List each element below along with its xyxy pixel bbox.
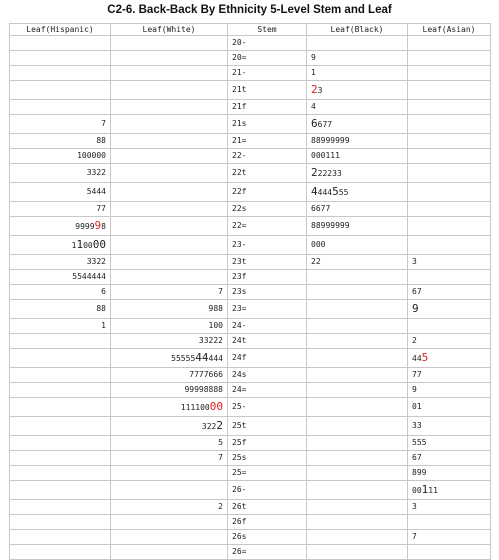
leaf-cell-black xyxy=(307,368,408,383)
leaf-cell-hispanic xyxy=(10,451,111,466)
leaf-cell-white xyxy=(111,202,228,217)
page-title: C2-6. Back-Back By Ethnicity 5-Level Stem and Leaf xyxy=(107,4,392,16)
leaf-cell-hispanic: 88 xyxy=(10,134,111,149)
header-stem: Stem xyxy=(228,24,307,36)
stem-cell: 24- xyxy=(228,319,307,334)
header-hispanic: Leaf(Hispanic) xyxy=(10,24,111,36)
header-row xyxy=(10,24,491,36)
leaf-cell-hispanic xyxy=(10,545,111,560)
stem-cell: 22t xyxy=(228,164,307,183)
stem-cell: 24t xyxy=(228,334,307,349)
leaf-cell-white: 7 xyxy=(111,451,228,466)
leaf-cell-black xyxy=(307,285,408,300)
table-row xyxy=(10,334,491,349)
table-row xyxy=(10,530,491,545)
leaf-cell-white: 5 xyxy=(111,436,228,451)
leaf-cell-white: 3222 xyxy=(111,417,228,436)
stem-cell: 23= xyxy=(228,300,307,319)
stem-cell: 24f xyxy=(228,349,307,368)
leaf-cell-asian xyxy=(408,66,491,81)
leaf-cell-black: 6677 xyxy=(307,115,408,134)
table-row xyxy=(10,149,491,164)
leaf-cell-white: 11110000 xyxy=(111,398,228,417)
leaf-cell-hispanic: 1 xyxy=(10,319,111,334)
leaf-cell-black xyxy=(307,451,408,466)
leaf-cell-black xyxy=(307,436,408,451)
leaf-cell-black xyxy=(307,417,408,436)
table-row xyxy=(10,383,491,398)
table-row xyxy=(10,115,491,134)
table-row xyxy=(10,183,491,202)
leaf-cell-black: 4 xyxy=(307,100,408,115)
header-white: Leaf(White) xyxy=(111,24,228,36)
leaf-cell-asian: 67 xyxy=(408,285,491,300)
leaf-cell-black: 000111 xyxy=(307,149,408,164)
leaf-cell-asian xyxy=(408,545,491,560)
leaf-cell-black xyxy=(307,466,408,481)
stem-cell: 22f xyxy=(228,183,307,202)
stem-cell: 26= xyxy=(228,545,307,560)
table-row xyxy=(10,202,491,217)
table-row xyxy=(10,349,491,368)
leaf-cell-hispanic: 110000 xyxy=(10,236,111,255)
leaf-cell-hispanic xyxy=(10,81,111,100)
leaf-cell-black: 23 xyxy=(307,81,408,100)
leaf-cell-hispanic xyxy=(10,436,111,451)
leaf-cell-black xyxy=(307,319,408,334)
leaf-cell-asian: 77 xyxy=(408,368,491,383)
stem-cell: 22= xyxy=(228,217,307,236)
leaf-cell-hispanic: 3322 xyxy=(10,255,111,270)
leaf-cell-asian xyxy=(408,100,491,115)
stem-cell: 25t xyxy=(228,417,307,436)
leaf-cell-white: 5555544444 xyxy=(111,349,228,368)
leaf-cell-hispanic xyxy=(10,515,111,530)
header-asian: Leaf(Asian) xyxy=(408,24,491,36)
leaf-cell-asian: 3 xyxy=(408,500,491,515)
stem-cell: 26- xyxy=(228,481,307,500)
leaf-cell-black: 88999999 xyxy=(307,217,408,236)
table-row xyxy=(10,368,491,383)
leaf-cell-white xyxy=(111,515,228,530)
stem-cell: 26t xyxy=(228,500,307,515)
stem-cell: 21s xyxy=(228,115,307,134)
leaf-cell-asian xyxy=(408,36,491,51)
leaf-cell-white xyxy=(111,115,228,134)
stem-cell: 25- xyxy=(228,398,307,417)
leaf-cell-black xyxy=(307,349,408,368)
table-row xyxy=(10,236,491,255)
stem-cell: 25s xyxy=(228,451,307,466)
leaf-cell-hispanic: 88 xyxy=(10,300,111,319)
table-row xyxy=(10,66,491,81)
leaf-cell-asian: 9 xyxy=(408,383,491,398)
leaf-cell-black xyxy=(307,383,408,398)
leaf-cell-black xyxy=(307,300,408,319)
leaf-cell-asian: 33 xyxy=(408,417,491,436)
table-row xyxy=(10,100,491,115)
leaf-cell-hispanic xyxy=(10,417,111,436)
table-row xyxy=(10,81,491,100)
leaf-cell-black xyxy=(307,481,408,500)
leaf-cell-white xyxy=(111,36,228,51)
leaf-cell-asian: 01 xyxy=(408,398,491,417)
stem-cell: 23t xyxy=(228,255,307,270)
leaf-cell-white xyxy=(111,217,228,236)
leaf-cell-asian xyxy=(408,236,491,255)
leaf-cell-asian: 445 xyxy=(408,349,491,368)
leaf-cell-asian xyxy=(408,319,491,334)
table-row xyxy=(10,217,491,236)
leaf-cell-white: 7 xyxy=(111,285,228,300)
leaf-cell-asian xyxy=(408,515,491,530)
leaf-cell-hispanic xyxy=(10,100,111,115)
stem-cell: 21= xyxy=(228,134,307,149)
stem-leaf-table xyxy=(9,23,491,560)
leaf-cell-black: 000 xyxy=(307,236,408,255)
leaf-cell-hispanic: 5544444 xyxy=(10,270,111,285)
table-row xyxy=(10,270,491,285)
leaf-cell-white xyxy=(111,66,228,81)
leaf-cell-hispanic xyxy=(10,530,111,545)
leaf-cell-white xyxy=(111,100,228,115)
leaf-cell-hispanic: 5444 xyxy=(10,183,111,202)
leaf-cell-asian xyxy=(408,183,491,202)
leaf-cell-white: 99998888 xyxy=(111,383,228,398)
table-row xyxy=(10,300,491,319)
leaf-cell-white xyxy=(111,545,228,560)
table-row xyxy=(10,500,491,515)
leaf-cell-black xyxy=(307,36,408,51)
stem-cell: 25= xyxy=(228,466,307,481)
leaf-cell-black xyxy=(307,334,408,349)
table-row xyxy=(10,451,491,466)
leaf-cell-white xyxy=(111,530,228,545)
leaf-cell-white: 988 xyxy=(111,300,228,319)
leaf-cell-hispanic xyxy=(10,466,111,481)
stem-cell: 21f xyxy=(228,100,307,115)
leaf-cell-asian: 7 xyxy=(408,530,491,545)
leaf-cell-white xyxy=(111,236,228,255)
stem-cell: 20- xyxy=(228,36,307,51)
table-row xyxy=(10,164,491,183)
leaf-cell-white xyxy=(111,481,228,500)
table-row xyxy=(10,319,491,334)
stem-cell: 25f xyxy=(228,436,307,451)
leaf-cell-hispanic: 100000 xyxy=(10,149,111,164)
leaf-cell-black: 6677 xyxy=(307,202,408,217)
leaf-cell-black xyxy=(307,270,408,285)
leaf-cell-hispanic xyxy=(10,383,111,398)
table-row xyxy=(10,36,491,51)
leaf-cell-white: 100 xyxy=(111,319,228,334)
stem-cell: 24s xyxy=(228,368,307,383)
leaf-cell-hispanic xyxy=(10,368,111,383)
leaf-cell-hispanic xyxy=(10,349,111,368)
leaf-cell-hispanic xyxy=(10,36,111,51)
leaf-cell-white xyxy=(111,81,228,100)
leaf-cell-hispanic: 999998 xyxy=(10,217,111,236)
leaf-cell-hispanic: 7 xyxy=(10,115,111,134)
leaf-cell-white: 2 xyxy=(111,500,228,515)
stem-cell: 26s xyxy=(228,530,307,545)
leaf-cell-black: 222233 xyxy=(307,164,408,183)
leaf-cell-hispanic xyxy=(10,481,111,500)
leaf-cell-hispanic: 77 xyxy=(10,202,111,217)
leaf-cell-white xyxy=(111,164,228,183)
leaf-cell-black xyxy=(307,515,408,530)
leaf-cell-black: 88999999 xyxy=(307,134,408,149)
leaf-cell-white xyxy=(111,149,228,164)
leaf-cell-black xyxy=(307,530,408,545)
leaf-cell-white xyxy=(111,270,228,285)
stem-cell: 21t xyxy=(228,81,307,100)
leaf-cell-hispanic xyxy=(10,66,111,81)
leaf-cell-asian xyxy=(408,149,491,164)
leaf-cell-white xyxy=(111,255,228,270)
table-row xyxy=(10,466,491,481)
table-row xyxy=(10,285,491,300)
leaf-cell-black: 9 xyxy=(307,51,408,66)
stem-cell: 23- xyxy=(228,236,307,255)
leaf-cell-hispanic xyxy=(10,398,111,417)
stem-cell: 20= xyxy=(228,51,307,66)
leaf-cell-black xyxy=(307,545,408,560)
leaf-cell-asian: 9 xyxy=(408,300,491,319)
leaf-cell-black xyxy=(307,398,408,417)
leaf-cell-white xyxy=(111,466,228,481)
leaf-cell-hispanic: 3322 xyxy=(10,164,111,183)
table-row xyxy=(10,51,491,66)
leaf-cell-asian: 67 xyxy=(408,451,491,466)
leaf-cell-asian: 555 xyxy=(408,436,491,451)
stem-cell: 26f xyxy=(228,515,307,530)
leaf-cell-asian xyxy=(408,217,491,236)
table-row xyxy=(10,481,491,500)
stem-cell: 22- xyxy=(228,149,307,164)
leaf-cell-asian xyxy=(408,134,491,149)
table-row xyxy=(10,255,491,270)
leaf-cell-asian: 00111 xyxy=(408,481,491,500)
stem-cell: 21- xyxy=(228,66,307,81)
leaf-cell-white xyxy=(111,51,228,66)
leaf-cell-black: 22 xyxy=(307,255,408,270)
leaf-cell-hispanic xyxy=(10,334,111,349)
leaf-cell-white: 7777666 xyxy=(111,368,228,383)
table-row xyxy=(10,398,491,417)
leaf-cell-asian xyxy=(408,270,491,285)
leaf-cell-white: 33222 xyxy=(111,334,228,349)
leaf-cell-hispanic xyxy=(10,51,111,66)
leaf-cell-black: 1 xyxy=(307,66,408,81)
leaf-cell-asian xyxy=(408,202,491,217)
leaf-cell-asian xyxy=(408,164,491,183)
leaf-cell-black: 4444555 xyxy=(307,183,408,202)
header-black: Leaf(Black) xyxy=(307,24,408,36)
table-row xyxy=(10,515,491,530)
leaf-cell-white xyxy=(111,134,228,149)
table-row xyxy=(10,134,491,149)
table-row xyxy=(10,417,491,436)
stem-cell: 23s xyxy=(228,285,307,300)
stem-cell: 24= xyxy=(228,383,307,398)
leaf-cell-hispanic: 6 xyxy=(10,285,111,300)
leaf-cell-asian: 899 xyxy=(408,466,491,481)
leaf-cell-asian: 3 xyxy=(408,255,491,270)
leaf-cell-asian xyxy=(408,81,491,100)
stem-cell: 23f xyxy=(228,270,307,285)
table-row xyxy=(10,545,491,560)
leaf-cell-black xyxy=(307,500,408,515)
leaf-cell-white xyxy=(111,183,228,202)
leaf-cell-asian xyxy=(408,51,491,66)
leaf-cell-hispanic xyxy=(10,500,111,515)
leaf-cell-asian: 2 xyxy=(408,334,491,349)
leaf-cell-asian xyxy=(408,115,491,134)
stem-cell: 22s xyxy=(228,202,307,217)
table-row xyxy=(10,436,491,451)
